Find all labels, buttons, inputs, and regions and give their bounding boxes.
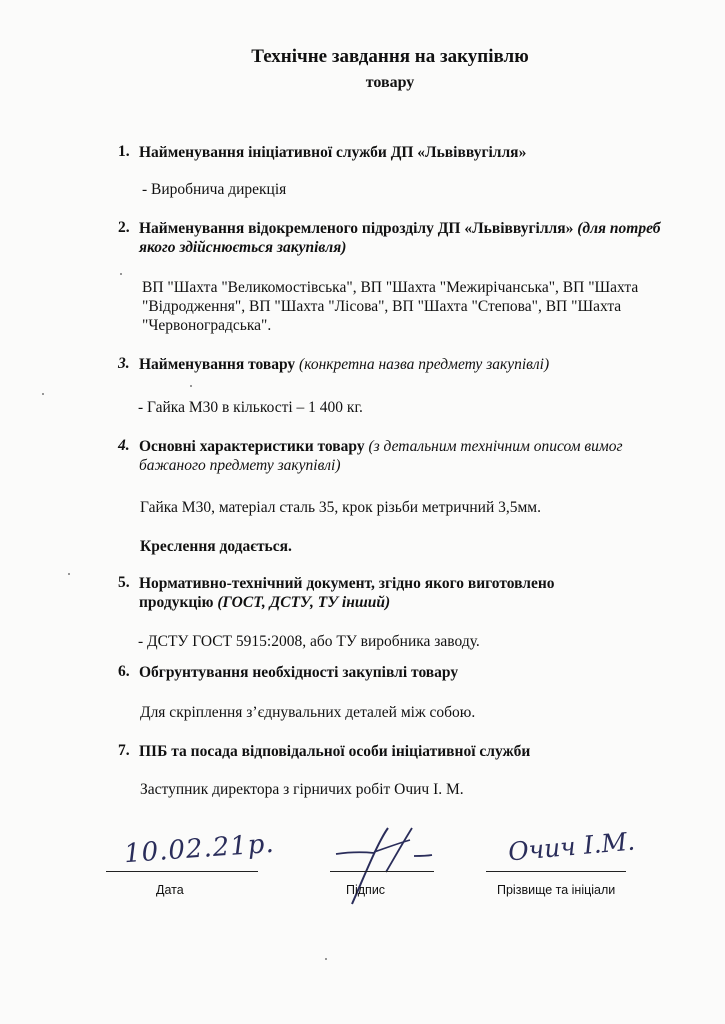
section-3-heading-italic: (конкретна назва предмету закупівлі)	[299, 356, 550, 373]
name-signature-line	[486, 871, 626, 872]
section-5-heading	[139, 574, 619, 612]
section-1-body: - Виробнича дирекція	[142, 181, 287, 198]
date-caption: Дата	[156, 883, 184, 897]
section-1-heading	[139, 143, 679, 162]
section-1-number: 1.	[118, 143, 130, 160]
section-4-note: Креслення додається.	[140, 538, 292, 555]
section-6-heading-bold: Обгрунтування необхідності закупівлі товару	[139, 664, 459, 681]
section-6-body: Для скріплення з’єднувальних деталей між собою.	[140, 704, 476, 721]
date-signature-line	[106, 871, 258, 872]
signature-caption: Підпис	[346, 883, 386, 897]
handwritten-signature-icon	[330, 822, 440, 912]
section-5-number: 5.	[118, 574, 130, 591]
section-2-number: 2.	[118, 219, 130, 236]
section-2-heading-italic: (для потреб якого здійснюється закупівля)	[139, 220, 661, 256]
section-4-heading-bold: Основні характеристики товару	[139, 438, 365, 455]
scan-speck	[325, 958, 327, 960]
document-title: Технічне завдання на закупівлю	[251, 46, 529, 67]
section-3-number: 3.	[118, 355, 130, 372]
section-7-heading	[139, 742, 679, 761]
section-2-heading-bold: Найменування відокремленого підрозділу ДП «Львіввугілля»	[139, 220, 574, 237]
section-2-heading	[139, 219, 669, 257]
section-7-heading-bold: ПІБ та посада відповідальної особи ініціативної служби	[139, 743, 531, 760]
scan-speck	[68, 573, 70, 575]
section-2-body: ВП "Шахта "Великомостівська", ВП "Шахта "Межирічанська", ВП "Шахта "Відродження", ВП "Шахта "Лісова", ВП "Шахта "Степова", ВП "Шахта "Червоноградська".	[142, 279, 639, 334]
section-5-body: - ДСТУ ГОСТ 5915:2008, або ТУ виробника заводу.	[138, 633, 480, 650]
handwritten-name: Очич І.М.	[506, 826, 637, 867]
section-5-heading-bold-italic: (ГОСТ, ДСТУ, ТУ інший)	[217, 594, 391, 611]
section-6-number: 6.	[118, 663, 130, 680]
section-3-body: - Гайка М30 в кількості – 1 400 кг.	[138, 399, 363, 416]
section-6-heading	[139, 663, 679, 682]
section-4-number: 4.	[118, 437, 130, 454]
scan-speck	[190, 385, 192, 387]
signature-line	[330, 871, 434, 872]
section-5-heading-bold: Нормативно-технічний документ, згідно якого виготовлено продукцію	[139, 575, 555, 611]
section-4-heading	[139, 437, 674, 475]
section-4-heading-italic: (з детальним технічним описом вимог бажаного предмету закупівлі)	[139, 438, 623, 474]
scan-speck	[120, 273, 122, 275]
section-7-number: 7.	[118, 742, 130, 759]
name-caption: Прізвище та ініціали	[497, 883, 616, 897]
section-1-heading-bold: Найменування ініціативної служби ДП «Львіввугілля»	[139, 144, 527, 161]
scan-speck	[42, 393, 44, 395]
section-3-heading-bold: Найменування товару	[139, 356, 296, 373]
handwritten-date: 10.02.21р.	[123, 828, 276, 870]
document-subtitle: товару	[365, 74, 415, 91]
section-4-body: Гайка М30, матеріал сталь 35, крок різьби метричний 3,5мм.	[140, 499, 541, 516]
section-7-body: Заступник директора з гірничих робіт Очич І. М.	[140, 781, 464, 798]
section-3-heading	[139, 355, 679, 374]
